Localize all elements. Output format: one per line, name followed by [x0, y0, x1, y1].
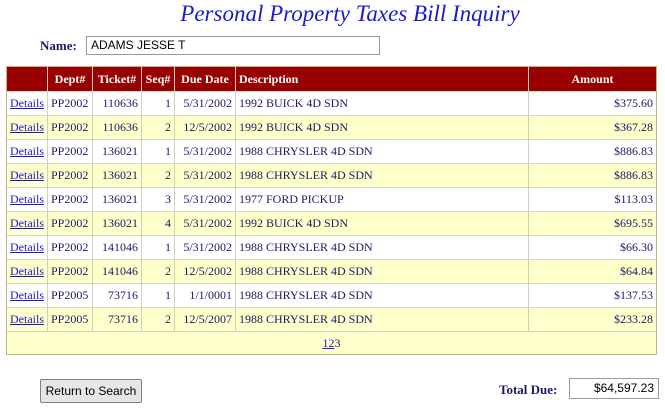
- bills-table: [6, 66, 657, 355]
- cell-ticket: 136021: [93, 187, 142, 211]
- cell-dept: PP2002: [48, 163, 93, 187]
- page-title: Personal Property Taxes Bill Inquiry: [180, 1, 520, 26]
- column-header-ticket: Ticket#: [93, 67, 142, 91]
- cell-amount: $137.53: [529, 283, 656, 307]
- cell-ticket: 136021: [93, 139, 142, 163]
- details-link[interactable]: Details: [10, 144, 44, 158]
- cell-seq: 2: [142, 163, 175, 187]
- cell-amount: $886.83: [529, 163, 656, 187]
- cell-ticket: 73716: [93, 307, 142, 331]
- name-field[interactable]: ADAMS JESSE T: [86, 36, 380, 55]
- total-due-label: Total Due:: [499, 382, 558, 397]
- column-header-due-date: Due Date: [175, 67, 236, 91]
- details-link[interactable]: Details: [10, 96, 44, 110]
- cell-ticket: 136021: [93, 163, 142, 187]
- cell-details: [7, 259, 48, 283]
- details-link[interactable]: Details: [10, 264, 44, 278]
- cell-description: 1988 CHRYSLER 4D SDN: [236, 139, 529, 163]
- cell-details: [7, 187, 48, 211]
- cell-dept: PP2002: [48, 187, 93, 211]
- cell-seq: 1: [142, 91, 175, 115]
- pager-row: [7, 331, 656, 354]
- details-link[interactable]: Details: [10, 216, 44, 230]
- cell-due-date: 5/31/2002: [175, 163, 236, 187]
- cell-amount: $64.84: [529, 259, 656, 283]
- cell-dept: PP2002: [48, 211, 93, 235]
- cell-description: 1977 FORD PICKUP: [236, 187, 529, 211]
- cell-ticket: 110636: [93, 115, 142, 139]
- cell-amount: $695.55: [529, 211, 656, 235]
- cell-details: [7, 163, 48, 187]
- cell-details: [7, 235, 48, 259]
- details-link[interactable]: Details: [10, 288, 44, 302]
- cell-ticket: 141046: [93, 259, 142, 283]
- column-header-link: [7, 67, 48, 91]
- cell-seq: 3: [142, 187, 175, 211]
- total-due-field: $64,597.23: [569, 378, 659, 399]
- cell-due-date: 1/1/0001: [175, 283, 236, 307]
- cell-seq: 2: [142, 115, 175, 139]
- details-link[interactable]: Details: [10, 192, 44, 206]
- cell-details: [7, 115, 48, 139]
- cell-details: [7, 211, 48, 235]
- cell-due-date: 12/5/2002: [175, 259, 236, 283]
- page-link-1[interactable]: 1: [322, 335, 329, 350]
- cell-seq: 2: [142, 259, 175, 283]
- cell-seq: 4: [142, 211, 175, 235]
- table-row: [7, 259, 656, 283]
- cell-description: 1992 BUICK 4D SDN: [236, 91, 529, 115]
- return-to-search-button[interactable]: Return to Search: [40, 379, 142, 403]
- details-link[interactable]: Details: [10, 312, 44, 326]
- cell-details: [7, 91, 48, 115]
- cell-description: 1988 CHRYSLER 4D SDN: [236, 307, 529, 331]
- cell-due-date: 5/31/2002: [175, 91, 236, 115]
- pager: [7, 331, 656, 354]
- cell-dept: PP2002: [48, 115, 93, 139]
- cell-due-date: 5/31/2002: [175, 211, 236, 235]
- cell-dept: PP2002: [48, 259, 93, 283]
- cell-description: 1992 BUICK 4D SDN: [236, 211, 529, 235]
- table-row: [7, 139, 656, 163]
- cell-due-date: 5/31/2002: [175, 187, 236, 211]
- cell-ticket: 110636: [93, 91, 142, 115]
- cell-description: 1988 CHRYSLER 4D SDN: [236, 259, 529, 283]
- cell-seq: 1: [142, 235, 175, 259]
- cell-amount: $113.03: [529, 187, 656, 211]
- column-header-dept: Dept#: [48, 67, 93, 91]
- cell-due-date: 5/31/2002: [175, 139, 236, 163]
- table-row: [7, 307, 656, 331]
- table-body: [7, 91, 656, 354]
- column-header-seq: Seq#: [142, 67, 175, 91]
- name-label: Name:: [40, 38, 77, 53]
- table-row: [7, 115, 656, 139]
- details-link[interactable]: Details: [10, 240, 44, 254]
- cell-due-date: 12/5/2007: [175, 307, 236, 331]
- cell-ticket: 73716: [93, 283, 142, 307]
- cell-ticket: 141046: [93, 235, 142, 259]
- column-header-amount: Amount: [529, 67, 656, 91]
- cell-amount: $367.28: [529, 115, 656, 139]
- cell-description: 1988 CHRYSLER 4D SDN: [236, 235, 529, 259]
- column-header-description: Description: [236, 67, 529, 91]
- cell-seq: 2: [142, 307, 175, 331]
- cell-ticket: 136021: [93, 211, 142, 235]
- cell-seq: 1: [142, 283, 175, 307]
- cell-dept: PP2005: [48, 307, 93, 331]
- details-link[interactable]: Details: [10, 168, 44, 182]
- table-row: [7, 163, 656, 187]
- table-row: [7, 91, 656, 115]
- table-row: [7, 187, 656, 211]
- table-row: [7, 211, 656, 235]
- cell-description: 1992 BUICK 4D SDN: [236, 115, 529, 139]
- cell-dept: PP2002: [48, 235, 93, 259]
- cell-amount: $375.60: [529, 91, 656, 115]
- details-link[interactable]: Details: [10, 120, 44, 134]
- page-link-3: 3: [334, 335, 341, 350]
- cell-seq: 1: [142, 139, 175, 163]
- cell-description: 1988 CHRYSLER 4D SDN: [236, 163, 529, 187]
- cell-amount: $886.83: [529, 139, 656, 163]
- table-header-row: [7, 67, 656, 91]
- cell-amount: $233.28: [529, 307, 656, 331]
- table-row: [7, 235, 656, 259]
- cell-dept: PP2002: [48, 139, 93, 163]
- cell-details: [7, 307, 48, 331]
- table-row: [7, 283, 656, 307]
- cell-dept: PP2005: [48, 283, 93, 307]
- cell-amount: $66.30: [529, 235, 656, 259]
- cell-description: 1988 CHRYSLER 4D SDN: [236, 283, 529, 307]
- cell-due-date: 5/31/2002: [175, 235, 236, 259]
- cell-details: [7, 283, 48, 307]
- page-link-2[interactable]: 2: [328, 335, 335, 350]
- cell-dept: PP2002: [48, 91, 93, 115]
- cell-details: [7, 139, 48, 163]
- cell-due-date: 12/5/2002: [175, 115, 236, 139]
